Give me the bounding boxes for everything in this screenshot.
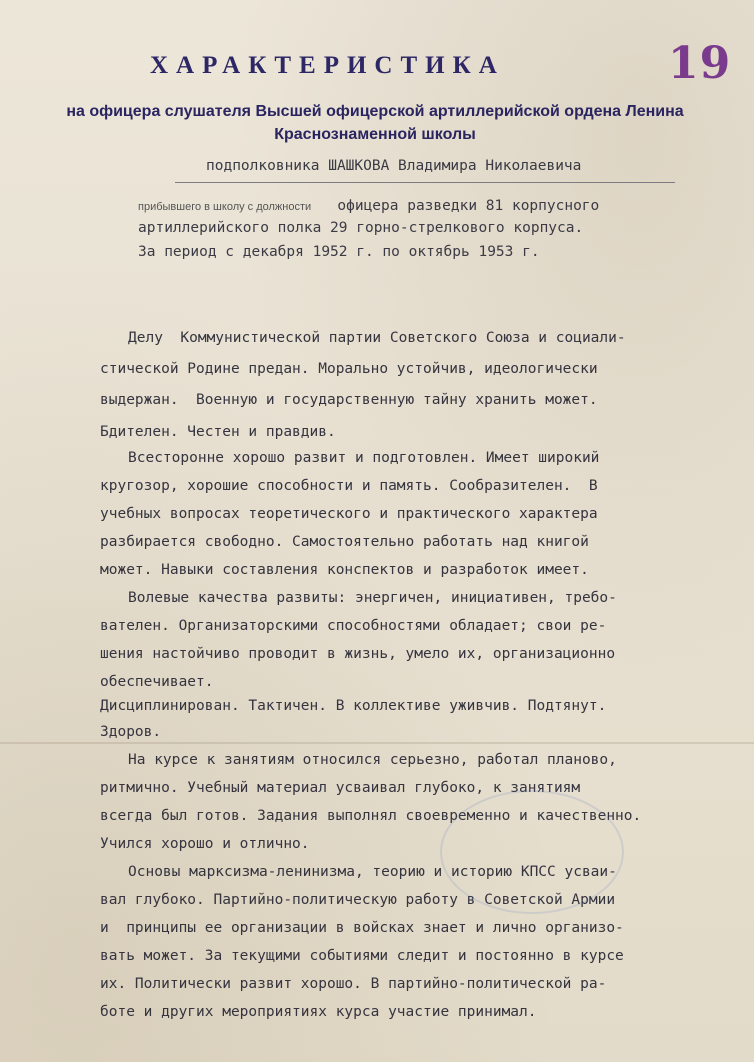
body-line: шения настойчиво проводит в жизнь, умело их, организационно: [100, 646, 616, 662]
body-line: выдержан. Военную и государственную тайну хранить может.: [100, 392, 598, 408]
page-number: 19: [668, 38, 732, 89]
body-line: разбирается свободно. Самостоятельно работать над книгой: [100, 534, 589, 550]
body-line: Делу Коммунистической партии Советского Союза и социали-: [128, 330, 626, 346]
body-line: Всесторонне хорошо развит и подготовлен. Имеет широкий: [128, 450, 600, 466]
body-line: вателен. Организаторскими способностями обладает; свои ре-: [100, 618, 607, 634]
officer-underline: [175, 182, 675, 183]
body-line: вал глубоко. Партийно-политическую работу в Советской Армии: [100, 892, 616, 908]
period-line: За период с декабря 1952 г. по октябрь 1953 г.: [138, 244, 540, 260]
body-line: Учился хорошо и отлично.: [100, 836, 310, 852]
body-line: обеспечивает.: [100, 674, 214, 690]
document-subtitle: [30, 100, 720, 146]
officer-name: подполковника ШАШКОВА Владимира Николаевича: [206, 158, 582, 174]
body-line: учебных вопросах теоретического и практического характера: [100, 506, 598, 522]
body-line: кругозор, хорошие способности и память. Сообразителен. В: [100, 478, 598, 494]
body-line: вать может. За текущими событиями следит и постоянно в курсе: [100, 948, 624, 964]
document-title: ХАРАКТЕРИСТИКА: [150, 52, 505, 79]
body-line: Основы марксизма-ленинизма, теорию и историю КПСС усваи-: [128, 864, 617, 880]
body-line: может. Навыки составления конспектов и разработок имеет.: [100, 562, 589, 578]
arrival-printed-label: прибывшего в школу с должности: [138, 201, 312, 213]
body-line: всегда был готов. Задания выполнял своевременно и качественно.: [100, 808, 642, 824]
body-line: и принципы ее организации в войсках знает и лично организо-: [100, 920, 624, 936]
subtitle-line-1: на офицера слушателя Высшей офицерской артиллерийской ордена Ленина: [66, 103, 684, 120]
body-line: их. Политически развит хорошо. В партийно-политической ра-: [100, 976, 607, 992]
body-line: боте и других мероприятиях курса участие принимал.: [100, 1004, 537, 1020]
arrival-position-line-2: артиллерийского полка 29 горно-стрелкового корпуса.: [138, 220, 584, 236]
arrival-position-line-1: офицера разведки 81 корпусного: [337, 198, 600, 214]
paper-fold: [0, 742, 754, 744]
faded-stamp: [440, 790, 624, 914]
body-line: стической Родине предан. Морально устойчив, идеологически: [100, 361, 598, 377]
arrival-block: [138, 196, 738, 239]
body-line: ритмично. Учебный материал усваивал глубоко, к занятиям: [100, 780, 581, 796]
body-line: Дисциплинирован. Тактичен. В коллективе уживчив. Подтянут.: [100, 698, 607, 714]
body-line: Волевые качества развиты: энергичен, инициативен, требо-: [128, 590, 617, 606]
body-line: Бдителен. Честен и правдив.: [100, 424, 336, 440]
subtitle-line-2: Краснознаменной школы: [274, 126, 476, 143]
body-line: На курсе к занятиям относился серьезно, работал планово,: [128, 752, 617, 768]
body-line: Здоров.: [100, 724, 162, 740]
